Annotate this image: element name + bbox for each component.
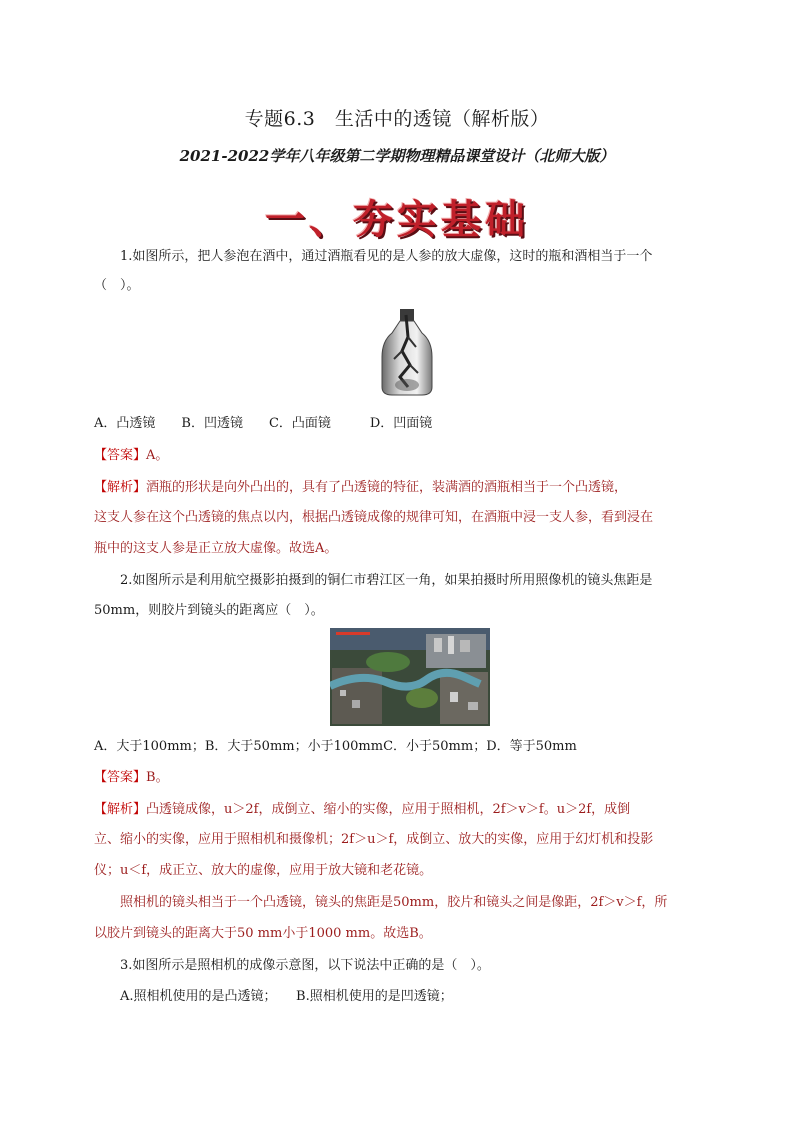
- q2-analysis-line-4: 照相机的镜头相当于一个凸透镜，镜头的焦距是50mm，胶片和镜头之间是像距，2f＞v＞f，所: [120, 895, 668, 910]
- answer-tag: 【答案】: [94, 770, 147, 785]
- q1-stem-line-2: （ ）。: [94, 278, 140, 293]
- aerial-city-photo: [330, 628, 490, 726]
- q2-analysis-text-1: 凸透镜成像，u＞2f，成倒立、缩小的实像，应用于照相机，2f＞v＞f。u＞2f，成倒: [146, 802, 631, 817]
- q2-options: A．大于100mm；B．大于50mm；小于100mmC．小于50mm；D．等于50mm: [94, 739, 577, 754]
- ginseng-bottle-image: [378, 307, 436, 397]
- q2-analysis-line-1: [94, 800, 704, 820]
- analysis-tag: 【解析】: [94, 802, 147, 817]
- q1-options: A．凸透镜 B．凹透镜 C．凸面镜 D．凹面镜: [94, 416, 433, 431]
- q1-analysis-text-1: 酒瓶的形状是向外凸出的，具有了凸透镜的特征，装满酒的酒瓶相当于一个凸透镜，: [146, 480, 628, 495]
- page-subtitle: 2021-2022学年八年级第二学期物理精品课堂设计（北师大版）: [179, 147, 615, 165]
- q3-options: A.照相机使用的是凸透镜； B.照相机使用的是凹透镜；: [120, 989, 453, 1004]
- q2-answer: [94, 768, 704, 788]
- q2-stem-line-1: 2.如图所示是利用航空摄影拍摄到的铜仁市碧江区一角，如果拍摄时所用照像机的镜头焦距是: [120, 573, 653, 588]
- q2-answer-value: B。: [146, 770, 169, 785]
- q2-stem-line-2: 50mm，则胶片到镜头的距离应（ ）。: [94, 603, 324, 618]
- q1-analysis-line-1: [94, 478, 704, 498]
- q1-answer-value: A。: [146, 448, 169, 463]
- q2-analysis-line-2: 立、缩小的实像，应用于照相机和摄像机；2f＞u＞f，成倒立、放大的实像，应用于幻灯机和投影: [94, 832, 654, 847]
- section-banner: 一、夯实基础: [265, 196, 529, 243]
- q3-stem-line-1: 3.如图所示是照相机的成像示意图，以下说法中正确的是（ ）。: [120, 958, 490, 973]
- q1-analysis-line-2: 这支人参在这个凸透镜的焦点以内，根据凸透镜成像的规律可知，在酒瓶中浸一支人参，看到浸在: [94, 510, 654, 525]
- q1-answer: [94, 446, 704, 466]
- q1-analysis-line-3: 瓶中的这支人参是正立放大虚像。故选A。: [94, 541, 338, 556]
- q2-analysis-line-5: 以胶片到镜头的距离大于50 mm小于1000 mm。故选B。: [94, 926, 432, 941]
- analysis-tag: 【解析】: [94, 480, 147, 495]
- answer-tag: 【答案】: [94, 448, 147, 463]
- q1-stem-line-1: 1.如图所示，把人参泡在酒中，通过酒瓶看见的是人参的放大虚像，这时的瓶和酒相当于一个: [120, 249, 653, 264]
- page-title: 专题6.3 生活中的透镜（解析版）: [244, 108, 550, 130]
- q2-analysis-line-3: 仪；u＜f，成正立、放大的虚像，应用于放大镜和老花镜。: [94, 863, 433, 878]
